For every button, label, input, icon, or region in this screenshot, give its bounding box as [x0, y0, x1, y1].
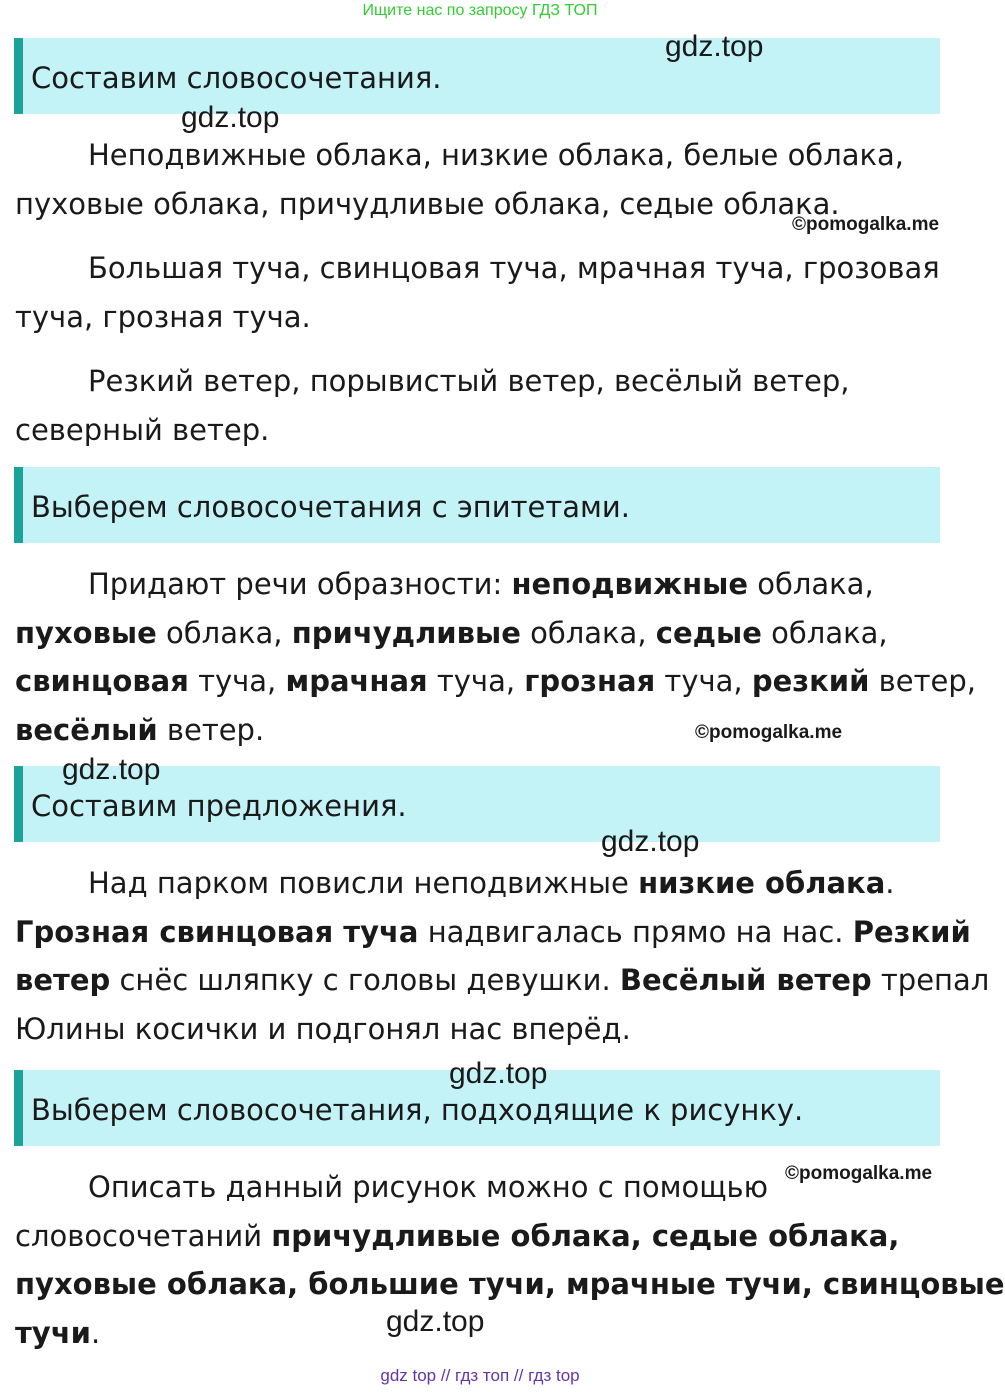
text-line: Большая туча, свинцовая туча, мрачная туча, грозовая: [88, 251, 940, 285]
footer-separator: //: [513, 1366, 524, 1385]
text-line: тучи.: [15, 1315, 101, 1350]
gdz-watermark: gdz.top: [181, 101, 280, 134]
text-line: Неподвижные облака, низкие облака, белые облака,: [88, 138, 905, 172]
pomogalka-watermark: ©pomogalka.me: [792, 214, 940, 235]
text-line: ветер снёс шляпку с головы девушки. Весёлый ветер трепал: [15, 963, 990, 998]
section-header-compose-phrases: [14, 38, 940, 114]
footer-separator: //: [440, 1366, 451, 1385]
section-title: Выберем словосочетания, подходящие к рисунку.: [31, 1093, 804, 1127]
text-line: Описать данный рисунок можно с помощью: [88, 1170, 769, 1204]
gdz-watermark: gdz.top: [665, 30, 764, 63]
text-line: туча, грозная туча.: [15, 299, 311, 334]
section-title: Составим предложения.: [31, 789, 407, 823]
footer-link[interactable]: гдз топ: [455, 1366, 510, 1385]
section-header-epithets: [14, 467, 940, 543]
section-title: Выберем словосочетания с эпитетами.: [31, 490, 630, 524]
pomogalka-watermark: ©pomogalka.me: [785, 1163, 933, 1184]
text-line: весёлый ветер.: [15, 712, 265, 747]
paragraph-storm-clouds: [15, 244, 945, 341]
paragraph-sentences: [15, 859, 990, 1053]
text-line: словосочетаний причудливые облака, седые облака,: [15, 1218, 900, 1253]
pomogalka-watermark: ©pomogalka.me: [695, 722, 843, 743]
text-line: пуховые облака, причудливые облака, седые облака,: [15, 615, 888, 650]
search-banner: Ищите нас по запросу ГДЗ ТОП: [362, 2, 598, 19]
text-line: пуховые облака, причудливые облака, седые облака.: [15, 186, 840, 221]
section-title: Составим словосочетания.: [31, 61, 442, 95]
text-line: Придают речи образности: неподвижные облака,: [88, 567, 874, 601]
footer-link[interactable]: gdz top: [380, 1366, 437, 1385]
text-line: свинцовая туча, мрачная туча, грозная туча, резкий ветер,: [15, 664, 976, 699]
paragraph-wind: [15, 357, 945, 454]
text-line: Резкий ветер, порывистый ветер, весёлый ветер,: [88, 364, 850, 398]
text-line: северный ветер.: [15, 412, 270, 447]
gdz-watermark: gdz.top: [62, 753, 161, 786]
gdz-watermark: gdz.top: [449, 1057, 548, 1090]
text-line: пуховые облака, большие тучи, мрачные тучи, свинцовые: [15, 1267, 1005, 1302]
text-line: Над парком повисли неподвижные низкие облака.: [88, 866, 895, 900]
gdz-watermark: gdz.top: [386, 1305, 485, 1338]
text-line: Юлины косички и подгонял нас вперёд.: [15, 1011, 631, 1046]
gdz-watermark: gdz.top: [601, 825, 700, 858]
footer-links: [0, 1366, 960, 1386]
footer-link[interactable]: гдз top: [528, 1366, 580, 1385]
text-line: Грозная свинцовая туча надвигалась прямо на нас. Резкий: [15, 914, 971, 949]
